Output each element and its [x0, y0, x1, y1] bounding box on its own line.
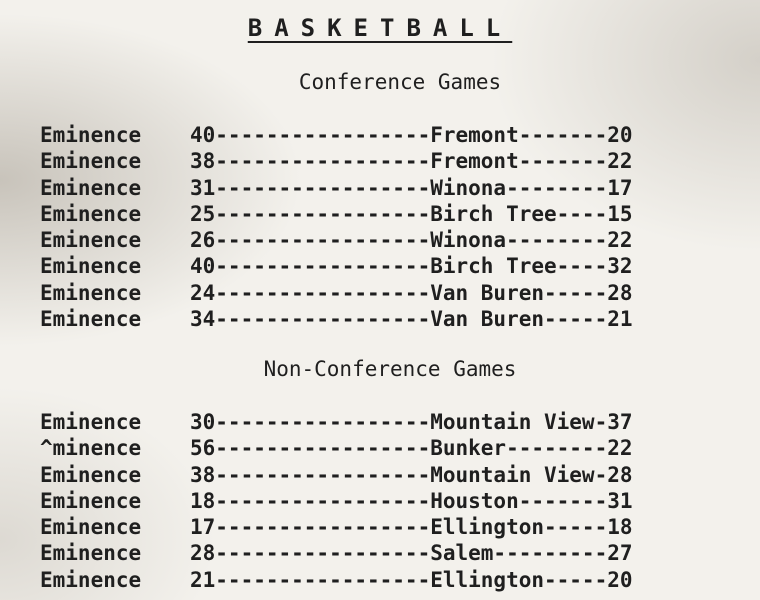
game-row [40, 409, 633, 435]
team-name: Eminence [40, 515, 142, 540]
game-row [40, 227, 633, 253]
team-name: Eminence [40, 228, 142, 253]
game-row [40, 514, 633, 540]
team-name: Eminence [40, 488, 142, 513]
game-result: 30-----------------Mountain View-37 [190, 410, 633, 434]
game-row [40, 435, 633, 461]
team-name: Eminence [40, 254, 142, 279]
game-row [40, 122, 633, 148]
non-conference-heading: Non-Conference Games [263, 357, 517, 381]
non-conference-games-list [40, 409, 633, 593]
team-name: Eminence [40, 567, 142, 592]
game-result: 40-----------------Fremont-------20 [190, 123, 633, 147]
team-name: Eminence [40, 307, 142, 332]
game-result: 26-----------------Winona--------22 [190, 228, 633, 253]
game-result: 28-----------------Salem---------27 [190, 541, 633, 566]
conference-heading: Conference Games [298, 70, 502, 94]
game-row [40, 148, 633, 174]
team-name: Eminence [40, 123, 142, 147]
game-result: 24-----------------Van Buren-----28 [190, 280, 633, 305]
team-name: ^minence [40, 436, 142, 461]
game-row [40, 280, 633, 306]
game-result: 34-----------------Van Buren-----21 [190, 307, 633, 332]
page-title [0, 14, 760, 42]
team-name: Eminence [40, 175, 142, 200]
team-name: Eminence [40, 410, 142, 434]
game-result: 38-----------------Fremont-------22 [190, 149, 633, 174]
game-result: 38-----------------Mountain View-28 [190, 462, 633, 487]
game-result: 56-----------------Bunker--------22 [190, 436, 633, 461]
game-row [40, 175, 633, 201]
game-result: 40-----------------Birch Tree----32 [190, 254, 633, 279]
game-row [40, 253, 633, 279]
game-row [40, 306, 633, 332]
team-name: Eminence [40, 149, 142, 174]
game-result: 18-----------------Houston-------31 [190, 488, 633, 513]
game-result: 17-----------------Ellington-----18 [190, 515, 633, 540]
game-result: 31-----------------Winona--------17 [190, 175, 633, 200]
game-row [40, 567, 633, 593]
game-row [40, 462, 633, 488]
game-result: 21-----------------Ellington-----20 [190, 567, 633, 592]
conference-games-list [40, 122, 633, 332]
game-row [40, 201, 633, 227]
game-result: 25-----------------Birch Tree----15 [190, 201, 633, 226]
game-row [40, 540, 633, 566]
game-row [40, 488, 633, 514]
team-name: Eminence [40, 462, 142, 487]
team-name: Eminence [40, 541, 142, 566]
title-text: BASKETBALL [247, 14, 513, 42]
team-name: Eminence [40, 280, 142, 305]
team-name: Eminence [40, 201, 142, 226]
